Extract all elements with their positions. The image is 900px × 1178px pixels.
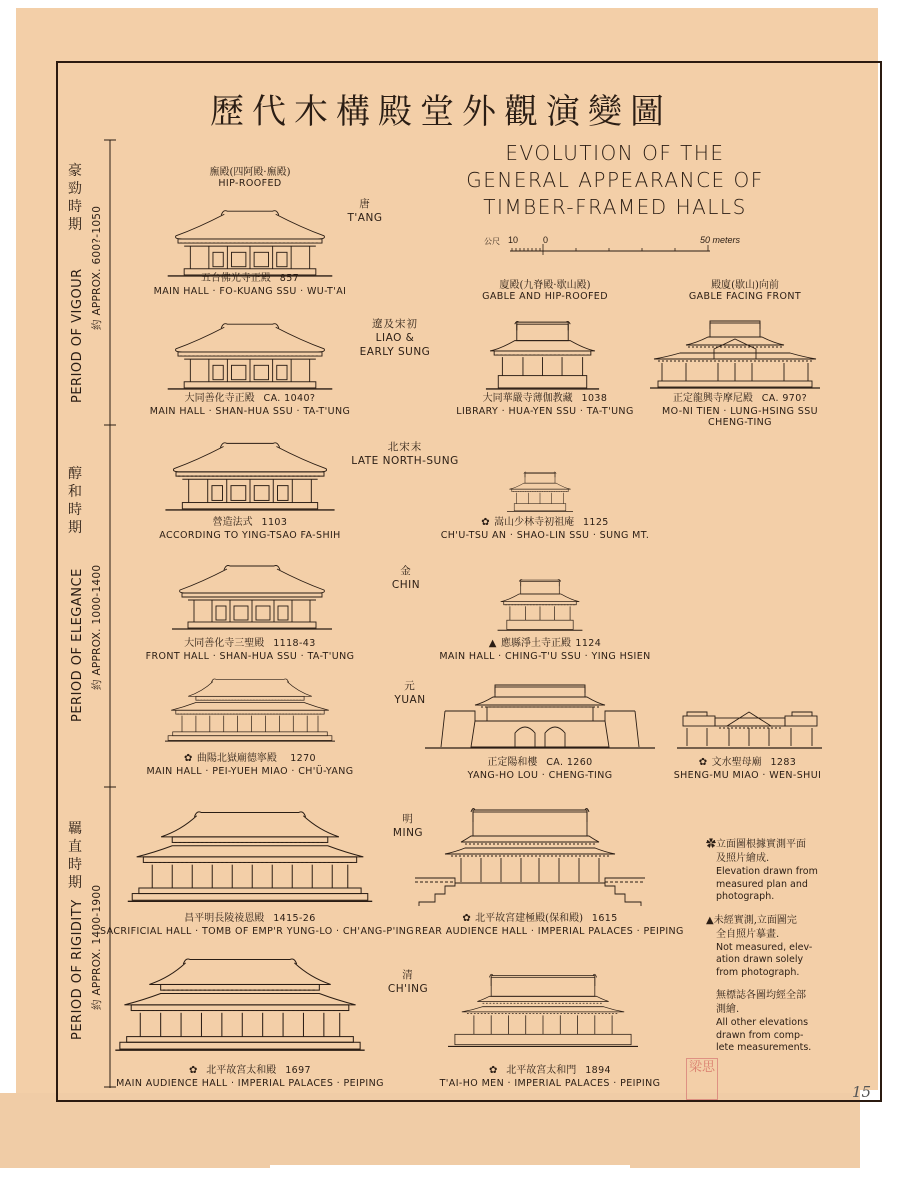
caption-english: T'AI-HO MEN · IMPERIAL PALACES · PEIPING [439, 1078, 661, 1089]
elevation-drawing [425, 683, 655, 749]
period-english: PERIOD OF VIGOUR [70, 268, 85, 403]
caption-chinese: 大同華嚴寺薄伽教藏 [482, 393, 573, 404]
scale-bar-graphic [510, 247, 740, 257]
legend-chinese: 未經實測,立面圖完 [713, 914, 797, 926]
dynasty-english: EARLY SUNG [359, 346, 431, 358]
caption-chinese: 北平故宮太和門 [506, 1065, 577, 1076]
legend-english: lete measurements. [716, 1042, 812, 1053]
legend-chinese: 及照片繪成. [716, 853, 770, 864]
caption-english: SACRIFICIAL HALL · TOMB OF EMP'R YUNG-LO · CH'ANG-P'ING [100, 926, 415, 937]
caption-english: MAIN AUDIENCE HALL · IMPERIAL PALACES · PEIPING [116, 1078, 384, 1089]
building-caption [140, 388, 360, 417]
dynasty-english: LATE NORTH-SUNG [351, 455, 459, 467]
elevation-drawing [415, 806, 645, 910]
caption-date: 1615 [591, 913, 618, 924]
unmeasured-marker-icon: ▲ [488, 638, 497, 649]
measured-marker-icon: ✿ [189, 1065, 198, 1076]
dynasty-chinese: 金 [400, 565, 412, 577]
dynasty-late-north-sung [350, 440, 460, 468]
legend-english: All other elevations [716, 1017, 809, 1028]
legend-chinese: 全自照片摹畫. [716, 928, 780, 940]
caption-chinese: 營造法式 [212, 517, 253, 528]
elevation-drawing [160, 437, 340, 511]
measured-marker-icon: ✿ [481, 517, 490, 528]
caption-english: ACCORDING TO YING-TSAO FA-SHIH [159, 530, 341, 541]
legend-english: from photograph. [716, 966, 800, 978]
elevation-drawing [165, 318, 335, 390]
dynasty-chinese: 遼及宋初 [372, 318, 418, 330]
building-caption [665, 752, 830, 781]
legend-item-measured [706, 838, 836, 904]
caption-english: MAIN HALL · FO-KUANG SSU · WU-T'AI [153, 286, 347, 297]
elevation-drawing [172, 560, 332, 630]
caption-english: SHENG-MU MIAO · WEN-SHUI [673, 770, 822, 781]
caption-date: 1038 [581, 393, 608, 404]
unmeasured-marker-icon: ▲ [706, 914, 714, 926]
building-caption [415, 908, 684, 937]
caption-chinese: 嵩山少林寺初祖庵 [494, 517, 575, 528]
caption-date: 1415-26 [273, 913, 316, 924]
caption-english: YANG-HO LOU · CHENG-TING [467, 770, 613, 781]
caption-date: 1103 [261, 517, 288, 528]
english-title-line: GENERAL APPEARANCE OF [466, 168, 764, 192]
dynasty-english: CH'ING [387, 983, 429, 995]
legend-english: drawn from comp- [716, 1029, 804, 1041]
caption-chinese: 昌平明長陵祾恩殿 [184, 913, 265, 924]
period-chinese [68, 162, 82, 234]
building-caption [140, 512, 360, 541]
legend-english: Not measured, elev- [716, 941, 813, 953]
caption-chinese: 北平故宮太和殿 [206, 1065, 277, 1076]
elevation-drawing [165, 205, 335, 277]
building-caption [440, 752, 640, 781]
building-caption [425, 633, 665, 662]
caption-chinese: 北平故宮建極殿(保和殿) [475, 913, 583, 924]
roof-type-gable-hip [460, 276, 630, 302]
legend-english: ation drawn solely [716, 954, 804, 965]
caption-english: MAIN HALL · CHING-T'U SSU · YING HSIEN [439, 651, 651, 662]
scale-prefix: 公尺 [484, 237, 500, 246]
dynasty-english: T'ANG [347, 212, 383, 224]
roof-type-chinese: 殿廈(歇山)向前 [711, 280, 779, 291]
dynasty-ching [378, 968, 438, 996]
building-caption [100, 908, 415, 937]
caption-english-line2: CHENG-TING [708, 417, 772, 428]
red-seal-stamp: 梁思 [686, 1058, 718, 1100]
legend-english: photograph. [716, 891, 775, 902]
page-number: 15 [852, 1083, 872, 1101]
caption-date: CA. 1040? [263, 393, 316, 404]
building-caption [445, 388, 645, 417]
measured-marker-icon: ✿ [462, 913, 471, 924]
measured-marker-icon: ✿ [489, 1065, 498, 1076]
roof-type-english: GABLE AND HIP-ROOFED [482, 291, 608, 302]
caption-chinese: 五台佛光寺正殿 [200, 273, 271, 284]
caption-english: MAIN HALL · PEI-YUEH MIAO · CH'Ü-YANG [146, 766, 354, 777]
english-title-line: EVOLUTION OF THE [505, 141, 725, 165]
caption-date: 1270 [290, 753, 316, 764]
caption-date: 1697 [285, 1065, 311, 1076]
scale-zero-label: 0 [543, 235, 549, 245]
paper-edge [860, 1090, 900, 1178]
chinese-title: 歷代木構殿堂外觀演變圖 [210, 92, 672, 132]
scale-left-label: 10 [508, 235, 519, 245]
period-chinese-text: 醇和時期 [68, 466, 82, 536]
legend-item-unmeasured [706, 914, 836, 980]
building-caption [140, 268, 360, 297]
caption-english: MO-NI TIEN · LUNG-HSING SSU [661, 406, 818, 417]
measured-marker-icon: ✿ [698, 757, 708, 768]
elevation-drawing [105, 955, 375, 1057]
period-chinese [68, 465, 82, 537]
legend-chinese: 立面圖根據實測平面 [716, 839, 806, 850]
building-caption [425, 1060, 675, 1089]
dynasty-english: MING [392, 827, 424, 839]
dynasty-chinese: 唐 [359, 198, 371, 210]
caption-date: 1124 [575, 638, 602, 649]
roof-type-english: HIP-ROOFED [218, 178, 282, 189]
dynasty-english: LIAO & [375, 332, 415, 344]
scale-right-label: 50 meters [700, 235, 741, 245]
elevation-drawing [677, 708, 822, 750]
period-chinese-text: 豪勁時期 [68, 163, 82, 233]
roof-type-gable-front [665, 276, 825, 302]
elevation-drawing [165, 676, 335, 746]
legend-item-complete [706, 989, 836, 1055]
caption-chinese: 正定龍興寺摩尼殿 [672, 393, 753, 404]
caption-date: 857 [279, 273, 300, 284]
period-english: PERIOD OF RIGIDITY [70, 899, 85, 1040]
legend-chinese: 無標誌各圖均經全部 [716, 990, 806, 1001]
building-caption [140, 633, 360, 662]
period-chinese-text: 羈直時期 [68, 821, 82, 891]
caption-chinese: 大同善化寺三聖殿 [184, 638, 265, 649]
period-english: PERIOD OF ELEGANCE [70, 568, 85, 722]
elevation-drawing [105, 808, 395, 908]
dynasty-chinese: 元 [404, 680, 416, 692]
elevation-drawing [505, 470, 575, 512]
measured-marker-icon: ✿ [184, 753, 193, 764]
period-range: 約 APPROX. 600?-1050 [91, 205, 103, 330]
dynasty-chinese: 北宋末 [387, 441, 423, 453]
dynasty-english: CHIN [391, 579, 421, 591]
caption-english: LIBRARY · HUA-YEN SSU · TA-T'UNG [456, 406, 634, 417]
legend-english: measured plan and [716, 878, 808, 890]
roof-type-chinese: 廈殿(九脊殿·歇山殿) [499, 280, 591, 291]
caption-date: CA. 1260 [546, 757, 593, 768]
caption-chinese: 大同善化寺正殿 [184, 393, 255, 404]
paper-lower-sheet [0, 1093, 860, 1168]
building-caption [640, 388, 840, 428]
period-chinese [68, 820, 82, 892]
caption-date: 1894 [585, 1065, 611, 1076]
legend [706, 838, 836, 1055]
caption-english: FRONT HALL · SHAN-HUA SSU · TA-T'UNG [145, 651, 355, 662]
caption-date: 1118-43 [273, 638, 316, 649]
legend-chinese: 測繪. [716, 1004, 740, 1015]
dynasty-english: YUAN [394, 694, 426, 706]
building-caption [430, 512, 660, 541]
measured-marker-icon: ✿ [706, 839, 716, 850]
roof-type-hip [170, 163, 330, 189]
elevation-drawing [650, 318, 820, 390]
dynasty-liao [350, 317, 440, 359]
legend-english: Elevation drawn from [716, 866, 818, 877]
period-range: 約 APPROX. 1000-1400 [91, 564, 103, 690]
english-title-line: TIMBER-FRAMED HALLS [483, 195, 747, 219]
paper-edge [270, 1165, 630, 1178]
dynasty-tang [335, 197, 395, 225]
building-caption [95, 1060, 405, 1089]
elevation-drawing [485, 318, 600, 390]
caption-english: REAR AUDIENCE HALL · IMPERIAL PALACES · PEIPING [415, 926, 684, 937]
elevation-drawing [448, 966, 638, 1056]
english-title [440, 140, 790, 221]
caption-english: CH'U-TSU AN · SHAO-LIN SSU · SUNG MT. [440, 530, 650, 541]
dynasty-chin [376, 564, 436, 592]
caption-english: MAIN HALL · SHAN-HUA SSU · TA-T'UNG [149, 406, 351, 417]
dynasty-chinese: 明 [402, 813, 414, 825]
caption-date: CA. 970? [761, 393, 808, 404]
dynasty-chinese: 清 [402, 969, 414, 981]
caption-date: 1125 [582, 517, 609, 528]
caption-date: 1283 [770, 757, 797, 768]
caption-chinese: 應縣淨土寺正殿 [500, 638, 571, 649]
roof-type-chinese: 廡殿(四阿殿·廡殿) [209, 167, 291, 178]
building-caption [140, 748, 360, 777]
caption-chinese: 曲陽北嶽廟德寧殿 [196, 753, 277, 764]
caption-chinese: 正定陽和樓 [487, 757, 538, 768]
roof-type-english: GABLE FACING FRONT [688, 291, 802, 302]
caption-chinese: 文水聖母廟 [711, 757, 762, 768]
period-range: 約 APPROX. 1400-1900 [91, 884, 103, 1010]
elevation-drawing [490, 577, 590, 631]
